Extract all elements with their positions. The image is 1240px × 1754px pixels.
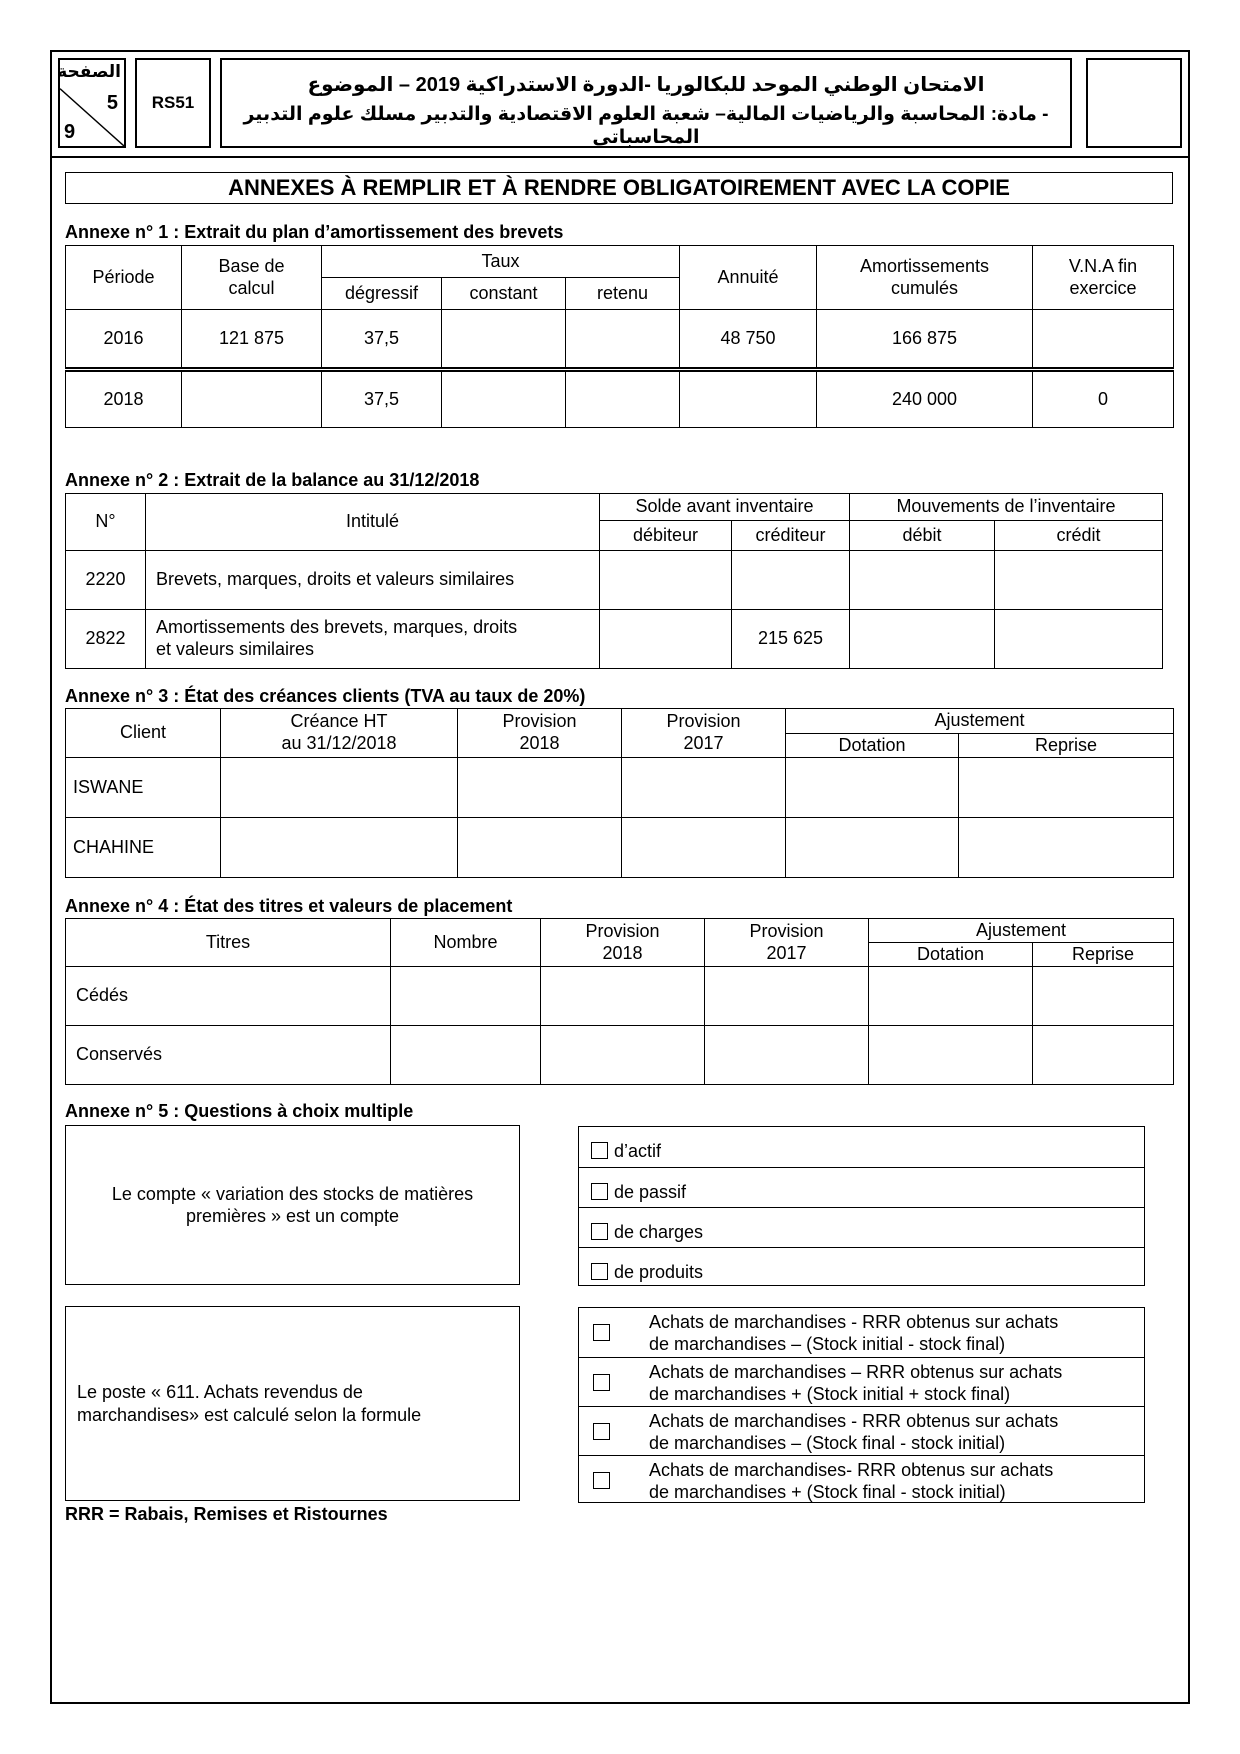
cell-intitule: Brevets, marques, droits et valeurs similaires — [146, 551, 600, 610]
cell-creance[interactable] — [221, 818, 458, 878]
cell-num: 2220 — [66, 551, 146, 610]
cell-credit[interactable] — [995, 610, 1163, 669]
cell-reprise[interactable] — [1033, 967, 1174, 1026]
annexe5-title: Annexe n° 5 : Questions à choix multiple — [65, 1101, 414, 1121]
cell-debiteur[interactable] — [600, 610, 732, 669]
option-produits[interactable]: de produits — [579, 1247, 1144, 1287]
header-client: Client — [66, 709, 221, 758]
cell-nombre[interactable] — [391, 967, 541, 1026]
checkbox[interactable] — [593, 1423, 610, 1440]
cell-retenu[interactable] — [566, 370, 680, 428]
cell-provision-2018[interactable] — [458, 758, 622, 818]
question-1: Le compte « variation des stocks de matières premières » est un compte — [65, 1125, 520, 1285]
annexe4-table — [65, 918, 1174, 1085]
option-formula-1[interactable]: Achats de marchandises - RRR obtenus sur achats de marchandises – (Stock initial - stock final) — [579, 1308, 1144, 1357]
cell-dotation[interactable] — [869, 967, 1033, 1026]
option-formula-4[interactable]: Achats de marchandises- RRR obtenus sur achats de marchandises + (Stock final - stock initial) — [579, 1455, 1144, 1504]
rrr-footnote: RRR = Rabais, Remises et Ristournes — [65, 1504, 388, 1524]
subject-code: RS51 — [135, 58, 211, 148]
header-dotation: Dotation — [869, 943, 1033, 967]
cell-cumules[interactable]: 240 000 — [817, 370, 1033, 428]
table-row — [66, 551, 1163, 610]
option-formula-3[interactable]: Achats de marchandises - RRR obtenus sur achats de marchandises – (Stock final - stock initial) — [579, 1406, 1144, 1455]
cell-periode: 2018 — [66, 370, 182, 428]
checkbox[interactable] — [593, 1324, 610, 1341]
cell-base[interactable] — [182, 370, 322, 428]
cell-reprise[interactable] — [959, 818, 1174, 878]
header-credit: crédit — [995, 521, 1163, 551]
header-dotation: Dotation — [786, 734, 959, 758]
checkbox[interactable] — [591, 1183, 608, 1200]
checkbox[interactable] — [593, 1472, 610, 1489]
header-degressif: dégressif — [322, 278, 442, 310]
header-intitule: Intitulé — [146, 494, 600, 551]
page-label: الصفحة — [57, 62, 121, 81]
question-1-options — [578, 1126, 1145, 1286]
header-vna: V.N.A fin exercice — [1033, 246, 1174, 310]
annexe2-title: Annexe n° 2 : Extrait de la balance au 31/12/2018 — [65, 470, 480, 490]
cell-intitule: Amortissements des brevets, marques, droits et valeurs similaires — [146, 610, 600, 669]
header-periode: Période — [66, 246, 182, 310]
table-row — [66, 818, 1174, 878]
option-passif[interactable]: de passif — [579, 1167, 1144, 1207]
checkbox[interactable] — [591, 1142, 608, 1159]
header-crediteur: créditeur — [732, 521, 850, 551]
cell-constant[interactable] — [442, 370, 566, 428]
annexe1-title: Annexe n° 1 : Extrait du plan d’amortissement des brevets — [65, 222, 564, 242]
header-provision-2018: Provision 2018 — [458, 709, 622, 758]
cell-client: CHAHINE — [66, 818, 221, 878]
cell-crediteur[interactable]: 215 625 — [732, 610, 850, 669]
cell-client: ISWANE — [66, 758, 221, 818]
cell-base[interactable]: 121 875 — [182, 310, 322, 370]
page-number: 5 — [106, 92, 118, 114]
cell-cumules[interactable]: 166 875 — [817, 310, 1033, 370]
header-titres: Titres — [66, 919, 391, 967]
cell-annuite[interactable] — [680, 370, 817, 428]
cell-creance[interactable] — [221, 758, 458, 818]
cell-provision-2017[interactable] — [622, 758, 786, 818]
header-amortissements: Amortissements cumulés — [817, 246, 1033, 310]
cell-vna[interactable] — [1033, 310, 1174, 370]
exam-title-line2: - مادة: المحاسبة والرياضيات المالية– شعبة العلوم الاقتصادية والتدبير مسلك علوم التدبير المحاسباتي — [243, 104, 1049, 148]
cell-retenu[interactable] — [566, 310, 680, 370]
checkbox[interactable] — [593, 1374, 610, 1391]
option-actif[interactable]: d’actif — [579, 1127, 1144, 1167]
cell-dotation[interactable] — [786, 758, 959, 818]
header-nombre: Nombre — [391, 919, 541, 967]
header-taux: Taux — [322, 246, 680, 278]
cell-degressif: 37,5 — [322, 370, 442, 428]
checkbox[interactable] — [591, 1223, 608, 1240]
header-annuite: Annuité — [680, 246, 817, 310]
annexes-banner: ANNEXES À REMPLIR ET À RENDRE OBLIGATOIREMENT AVEC LA COPIE — [65, 172, 1173, 204]
exam-title-box — [220, 58, 1072, 148]
question-2-options — [578, 1307, 1145, 1503]
cell-dotation[interactable] — [869, 1026, 1033, 1085]
cell-provision-2017[interactable] — [705, 1026, 869, 1085]
annexe2-table — [65, 493, 1163, 669]
cell-dotation[interactable] — [786, 818, 959, 878]
table-row — [66, 610, 1163, 669]
blank-box — [1086, 58, 1182, 148]
cell-vna[interactable]: 0 — [1033, 370, 1174, 428]
header-ajustement: Ajustement — [869, 919, 1174, 943]
header-debiteur: débiteur — [600, 521, 732, 551]
cell-provision-2018[interactable] — [541, 1026, 705, 1085]
option-formula-2[interactable]: Achats de marchandises – RRR obtenus sur achats de marchandises + (Stock initial + stock final) — [579, 1357, 1144, 1406]
cell-degressif: 37,5 — [322, 310, 442, 370]
header-provision-2018: Provision 2018 — [541, 919, 705, 967]
cell-constant[interactable] — [442, 310, 566, 370]
exam-title-line1: الامتحان الوطني الموحد للبكالوريا -الدورة الاستدراكية 2019 – الموضوع — [307, 74, 985, 96]
table-row — [66, 1026, 1174, 1085]
annexe1-table — [65, 245, 1174, 428]
header-ajustement: Ajustement — [786, 709, 1174, 734]
cell-crediteur[interactable] — [732, 551, 850, 610]
header-num: N° — [66, 494, 146, 551]
table-row — [66, 758, 1174, 818]
header-retenu: retenu — [566, 278, 680, 310]
cell-provision-2018[interactable] — [458, 818, 622, 878]
header-mouvements: Mouvements de l’inventaire — [850, 494, 1163, 521]
checkbox[interactable] — [591, 1263, 608, 1280]
header-creance: Créance HT au 31/12/2018 — [221, 709, 458, 758]
cell-titres: Conservés — [66, 1026, 391, 1085]
question-2: Le poste « 611. Achats revendus de marchandises» est calculé selon la formule — [65, 1306, 520, 1501]
cell-annuite[interactable]: 48 750 — [680, 310, 817, 370]
header-solde: Solde avant inventaire — [600, 494, 850, 521]
cell-provision-2018[interactable] — [541, 967, 705, 1026]
page-total: 9 — [64, 121, 76, 143]
cell-provision-2017[interactable] — [622, 818, 786, 878]
cell-debit[interactable] — [850, 610, 995, 669]
table-row — [66, 967, 1174, 1026]
cell-reprise[interactable] — [959, 758, 1174, 818]
cell-debiteur[interactable] — [600, 551, 732, 610]
cell-debit[interactable] — [850, 551, 995, 610]
option-charges[interactable]: de charges — [579, 1207, 1144, 1247]
annexe4-title: Annexe n° 4 : État des titres et valeurs de placement — [65, 896, 513, 916]
cell-num: 2822 — [66, 610, 146, 669]
header-reprise: Reprise — [1033, 943, 1174, 967]
table-row — [66, 370, 1174, 428]
annexe3-title: Annexe n° 3 : État des créances clients (TVA au taux de 20%) — [65, 686, 586, 706]
header-base: Base de calcul — [182, 246, 322, 310]
header-provision-2017: Provision 2017 — [622, 709, 786, 758]
cell-credit[interactable] — [995, 551, 1163, 610]
cell-periode: 2016 — [66, 310, 182, 370]
page-number-box — [58, 58, 126, 148]
cell-nombre[interactable] — [391, 1026, 541, 1085]
header-debit: débit — [850, 521, 995, 551]
cell-provision-2017[interactable] — [705, 967, 869, 1026]
header-divider — [50, 156, 1190, 158]
table-row — [66, 310, 1174, 370]
cell-reprise[interactable] — [1033, 1026, 1174, 1085]
header-reprise: Reprise — [959, 734, 1174, 758]
cell-titres: Cédés — [66, 967, 391, 1026]
header-constant: constant — [442, 278, 566, 310]
header-provision-2017: Provision 2017 — [705, 919, 869, 967]
annexe3-table — [65, 708, 1174, 878]
